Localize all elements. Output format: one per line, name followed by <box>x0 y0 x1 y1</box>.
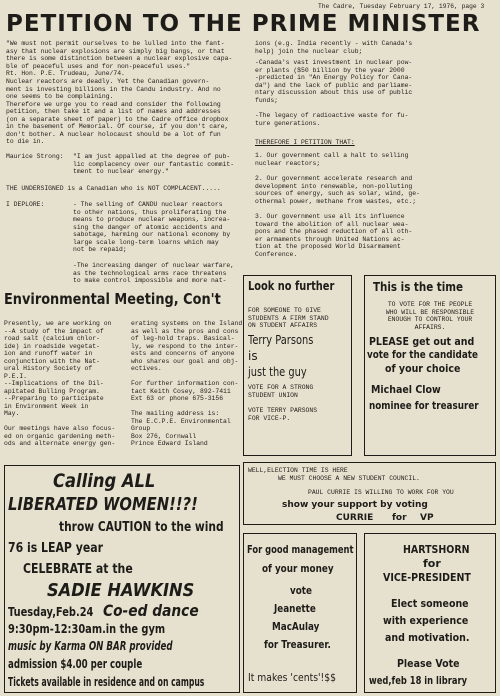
clow-line-1: PLEASE get out and <box>369 335 475 348</box>
hartshorn-line-5: wed,feb 18 in library <box>369 674 468 687</box>
deplore-item-2: -The increasing danger of nuclear warfare, as the technological arms race threatens to make control impossible and more nat- <box>73 262 235 284</box>
strong-quote: "I am just appalled at the degree of pub- lic complacency over our fantastic commit- tment to nuclear energy." <box>73 153 235 175</box>
macaulay-line-5: MacAulay <box>272 620 320 633</box>
undersigned-line: THE UNDERSIGNED is a Canadian who is NOT COMPLACENT..... <box>6 185 221 192</box>
parsons-line-2: is <box>248 349 258 363</box>
macaulay-line-6: for Treasurer. <box>264 638 331 651</box>
petition-point-1: 1. Our government call a halt to selling nuclear reactors; <box>255 152 409 167</box>
hartshorn-line-1: Elect someone <box>391 597 469 610</box>
sadie-time: 9:30pm-12:30am.in the gym <box>8 622 166 636</box>
page-title: PETITION TO THE PRIME MINISTER <box>6 11 481 37</box>
currie-line-4: show your support by voting <box>282 500 428 510</box>
clow-sub: TO VOTE FOR THE PEOPLE WHO WILL BE RESPONSIBLE ENOUGH TO CONTROL YOUR AFFAIRS. <box>385 301 475 331</box>
petition-right-2: -Canada's vast investment in nuclear pow- er plants ($50 billion by the year 2000 -predicted in "An Energy Policy for Cana- da") and the lack of public and parliame- ntary discussion about this use of public funds; <box>255 59 413 104</box>
clow-name: Michael Clow <box>371 383 441 396</box>
sadie-tickets: Tickets available in residence and on campus <box>8 675 205 689</box>
petition-right-3: -The legacy of radioactive waste for fu- ture generations. <box>255 112 409 127</box>
parsons-name: Terry Parsons <box>248 333 314 347</box>
environment-col-2: erating systems on the Island as well as the pros and cons of leg-hold traps. Basical- ly, we respond to the inter- ests and concerns of anyone who shares our goal and obj- ectives. For further information con- tact Keith Cosey, 892-7411 Ext 63 or phone 675-3156 The mailing address is: The E.C.P.E. Environmental Group Box 276, Cornwall Prince Edward Island <box>131 320 243 447</box>
clow-line-3: of your choice <box>385 362 461 375</box>
hartshorn-line-4: Please Vote <box>397 657 460 670</box>
hartshorn-office: VICE-PRESIDENT <box>383 571 471 584</box>
clow-role: nominee for treasurer <box>369 399 479 412</box>
sadie-line-3: throw CAUTION to the wind <box>59 520 224 535</box>
hartshorn-for: for <box>423 557 441 570</box>
ad-parsons <box>243 275 352 456</box>
sadie-music: music by Karma ON BAR provided <box>8 639 173 653</box>
sadie-line-4: 76 is LEAP year <box>8 541 103 556</box>
currie-for: for <box>392 513 407 523</box>
ad-hartshorn <box>364 533 496 693</box>
parsons-vote: VOTE FOR A STRONG STUDENT UNION <box>248 384 314 399</box>
hartshorn-name: HARTSHORN <box>403 543 470 556</box>
sadie-date: Tuesday,Feb.24 <box>8 605 94 619</box>
macaulay-line-4: Jeanette <box>274 602 316 615</box>
petition-point-2: 2. Our government accelerate research and development into renewable, non-polluting sources of energy, such as solar, wind, ge- othermal power, methane from wastes, etc.; <box>255 175 420 205</box>
deplore-label: I DEPLORE: <box>6 201 45 208</box>
hartshorn-line-3: and motivation. <box>385 631 470 644</box>
ad-currie <box>243 462 496 525</box>
environment-col-1: Presently, we are working on --A study of the impact of road salt (calcium chlor- ide) in roadside vegetat- ion and runoff water in conjunction with the Nat- ural History Society of P.E.I. --Implications of the Dil- apitated Bulling Program. --Preparing to participate in Environment Week in May. Our meetings have also focus- ed on organic gardening meth- ods and alternate energy gen- <box>4 320 116 447</box>
sadie-admission: admission $4.00 per couple <box>8 657 143 671</box>
currie-name: CURRIE <box>336 513 374 523</box>
parsons-footer: VOTE TERRY PARSONS FOR VICE-P. <box>248 407 318 422</box>
sadie-line-5: CELEBRATE at the <box>23 562 133 577</box>
clow-heading: This is the time <box>373 280 464 294</box>
macaulay-line-2: of your money <box>262 562 334 575</box>
ad-sadie-hawkins <box>4 465 240 693</box>
ad-clow <box>364 275 496 456</box>
parsons-heading: Look no further <box>248 279 335 293</box>
petition-body: Nuclear reactors are deadly. Yet the Canadian govern- ment is investing billions in the Candu industry. And no one seems to be complaining. Therefore we urge you to read and consider the following petition, then take it and a list of names and addresses (on a separate sheet of paper) to the Cadre office dropbox in the basement of Memorial. Of course, if you don't care, don't bother. A nuclear holocaust should be a lot of fun to die in. <box>6 78 229 145</box>
parsons-sub: FOR SOMEONE TO GIVE STUDENTS A FIRM STAND ON STUDENT AFFAIRS <box>248 307 329 329</box>
sadie-line-1: Calling ALL <box>53 470 156 492</box>
sadie-line-6: SADIE HAWKINS <box>47 580 195 601</box>
sadie-line-2: LIBERATED WOMEN!!?! <box>8 494 198 515</box>
currie-line-3: PAUL CURRIE IS WILLING TO WORK FOR YOU <box>308 489 454 496</box>
clow-line-2: vote for the candidate <box>367 348 478 361</box>
parsons-line-3: just the guy <box>248 365 307 379</box>
currie-line-1: WELL,ELECTION TIME IS HERE <box>248 467 348 474</box>
therefore-heading: THEREFORE I PETITION THAT: <box>255 139 355 146</box>
currie-office: VP <box>420 513 434 523</box>
sadie-dance: Co-ed dance <box>103 601 199 620</box>
deplore-item-1: - The selling of CANDU nuclear reactors to other nations, thus proliferating the means to produce nuclear weapons, increa- sing the danger of atomic accidents and sabotage, harming our national economy by large scale long-term loarns which may not be repaid; <box>73 201 231 253</box>
macaulay-line-3: vote <box>290 584 312 597</box>
environment-title: Environmental Meeting, Con't <box>4 290 221 308</box>
macaulay-line-1: For good management <box>247 543 354 556</box>
petition-point-3: 3. Our government use all its influence toward the abolition of all nuclear wea- pons and the phased reduction of all oth- er armaments through United Nations ac- tion at the proposed World Disarmament Conference. <box>255 213 413 258</box>
petition-intro: "We must not permit ourselves to be lulled into the fant- asy that nuclear explosions are simply big bangs, or that there is some distinction between a nuclear explosive capa- ble of peaceful uses and for non-peaceful uses." Rt. Hon. P.E. Trudeau, June/74. <box>6 40 233 77</box>
hartshorn-line-2: with experience <box>383 614 469 627</box>
currie-line-2: WE MUST CHOOSE A NEW STUDENT COUNCIL. <box>278 475 420 482</box>
ad-macaulay <box>243 533 357 693</box>
petition-right-top: ions (e.g. India recently - with Canada's help) join the nuclear club; <box>255 40 413 55</box>
quote-label: Maurice Strong: <box>6 153 64 160</box>
macaulay-tagline: It makes 'cents'!$$ <box>248 671 337 684</box>
running-head: The Cadre, Tuesday February 17, 1976, page 3 <box>318 3 485 10</box>
